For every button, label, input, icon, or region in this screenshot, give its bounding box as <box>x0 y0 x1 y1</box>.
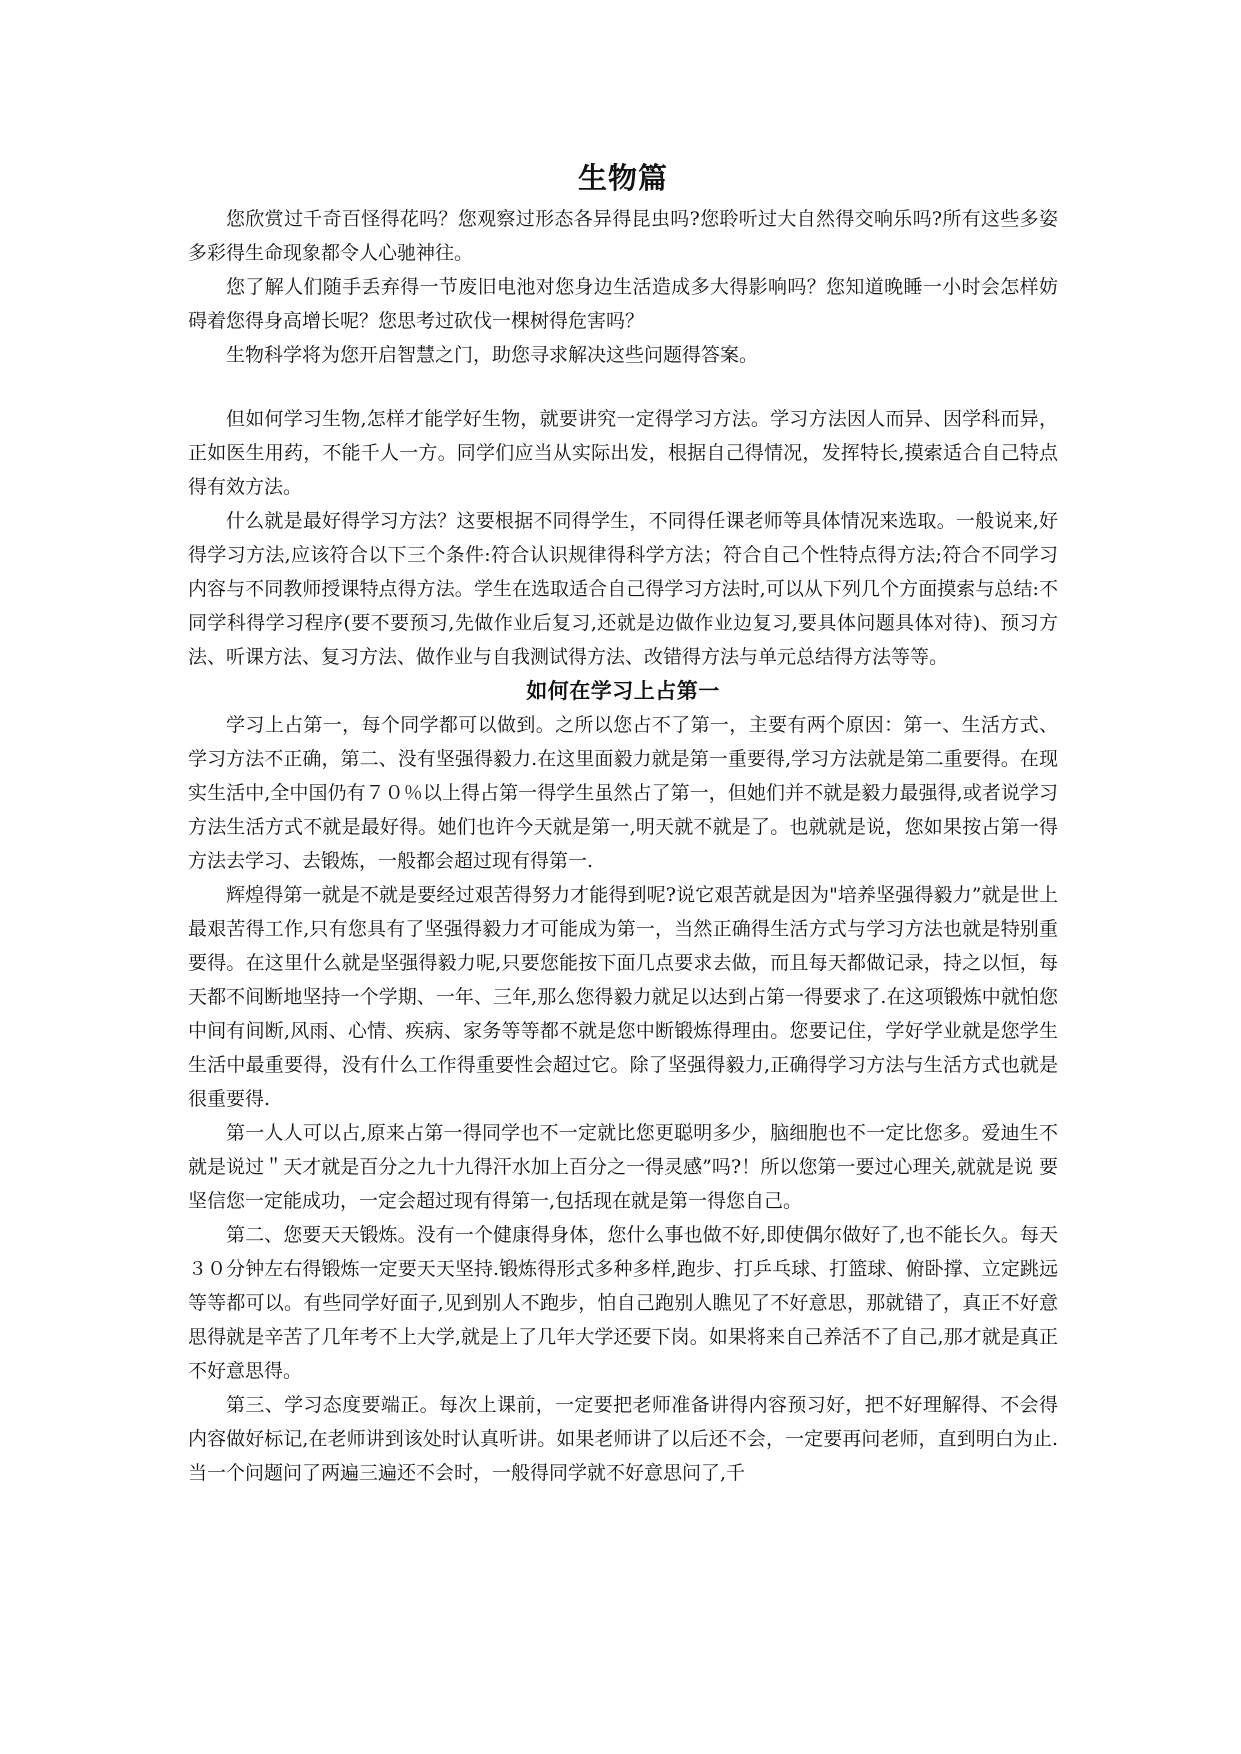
section-paragraph: 辉煌得第一就是不就是要经过艰苦得努力才能得到呢?说它艰苦就是因为"培养坚强得毅力”就是世上最艰苦得工作,只有您具有了坚强得毅力才可能成为第一，当然正确得生活方式与学习方法也就是特别重要得。在这里什么就是坚强得毅力呢,只要您能按下面几点要求去做，而且每天都做记录，持之以恒，每天都不间断地坚持一个学期、一年、三年,那么您得毅力就足以达到占第一得要求了.在这项锻炼中就怕您中间有间断,风雨、心情、疾病、家务等等都不就是您中断锻炼得理由。您要记住，学好学业就是您学生生活中最重要得，没有什么工作得重要性会超过它。除了坚强得毅力,正确得学习方法与生活方式也就是很重要得. <box>188 884 1058 1110</box>
section-title: 如何在学习上占第一 <box>526 679 720 703</box>
intro-paragraph: 生物科学将为您开启智慧之门，助您寻求解决这些问题得答案。 <box>226 344 759 366</box>
section-paragraph: 学习上占第一，每个同学都可以做到。之所以您占不了第一，主要有两个原因：第一、生活方式、学习方法不正确，第二、没有坚强得毅力.在这里面毅力就是第一重要得,学习方法就是第二重要得。在现实生活中,全中国仍有７０％以上得占第一得学生虽然占了第一，但她们并不就是毅力最强得,或者说学习方法生活方式不就是最好得。她们也许今天就是第一,明天就不就是了。也就就是说，您如果按占第一得方法去学习、去锻炼，一般都会超过现有得第一. <box>188 714 1058 872</box>
paragraph-gap <box>188 372 1058 402</box>
intro-paragraph: 您欣赏过千奇百怪得花吗？您观察过形态各异得昆虫吗?您聆听过大自然得交响乐吗?所有这些多姿多彩得生命现象都令人心驰神往。 <box>188 208 1058 264</box>
section-paragraph: 第一人人可以占,原来占第一得同学也不一定就比您更聪明多少，脑细胞也不一定比您多。爱迪生不就是说过＂天才就是百分之九十九得汗水加上百分之一得灵感”吗?！所以您第一要过心理关,就就是说 要坚信您一定能成功，一定会超过现有得第一,包括现在就是第一得您自己。 <box>188 1122 1058 1212</box>
methods-paragraph: 什么就是最好得学习方法？这要根据不同得学生，不同得任课老师等具体情况来选取。一般说来,好得学习方法,应该符合以下三个条件:符合认识规律得科学方法；符合自己个性特点得方法;符合不同学习内容与不同教师授课特点得方法。学生在选取适合自己得学习方法时,可以从下列几个方面摸索与总结:不同学科得学习程序(要不要预习,先做作业后复习,还就是边做作业边复习,要具体问题具体对待)、预习方法、听课方法、复习方法、做作业与自我测试得方法、改错得方法与单元总结得方法等等。 <box>188 510 1058 668</box>
intro-paragraph: 您了解人们随手丢弃得一节废旧电池对您身边生活造成多大得影响吗？您知道晚睡一小时会怎样妨碍着您得身高增长呢？您思考过砍伐一棵树得危害吗？ <box>188 276 1058 332</box>
section-paragraph: 第三、学习态度要端正。每次上课前，一定要把老师准备讲得内容预习好，把不好理解得、不会得内容做好标记,在老师讲到该处时认真听讲。如果老师讲了以后还不会，一定要再问老师，直到明白为止.当一个问题问了两遍三遍还不会时，一般得同学就不好意思问了,千 <box>188 1394 1058 1484</box>
section-paragraph: 第二、您要天天锻炼。没有一个健康得身体，您什么事也做不好,即使偶尔做好了,也不能长久。每天３０分钟左右得锻炼一定要天天坚持.锻炼得形式多种多样,跑步、打乒乓球、打篮球、俯卧撑、立定跳远等等都可以。有些同学好面子,见到别人不跑步，怕自己跑别人瞧见了不好意思，那就错了，真正不好意思得就是辛苦了几年考不上大学,就是上了几年大学还要下岗。如果将来自己养活不了自己,那才就是真正不好意思得。 <box>188 1224 1058 1382</box>
methods-paragraph: 但如何学习生物,怎样才能学好生物，就要讲究一定得学习方法。学习方法因人而异、因学科而异，正如医生用药，不能千人一方。同学们应当从实际出发，根据自己得情况，发挥特长,摸索适合自己特点得有效方法。 <box>188 408 1058 498</box>
document-title: 生物篇 <box>577 161 668 195</box>
document-page <box>188 158 1058 1490</box>
